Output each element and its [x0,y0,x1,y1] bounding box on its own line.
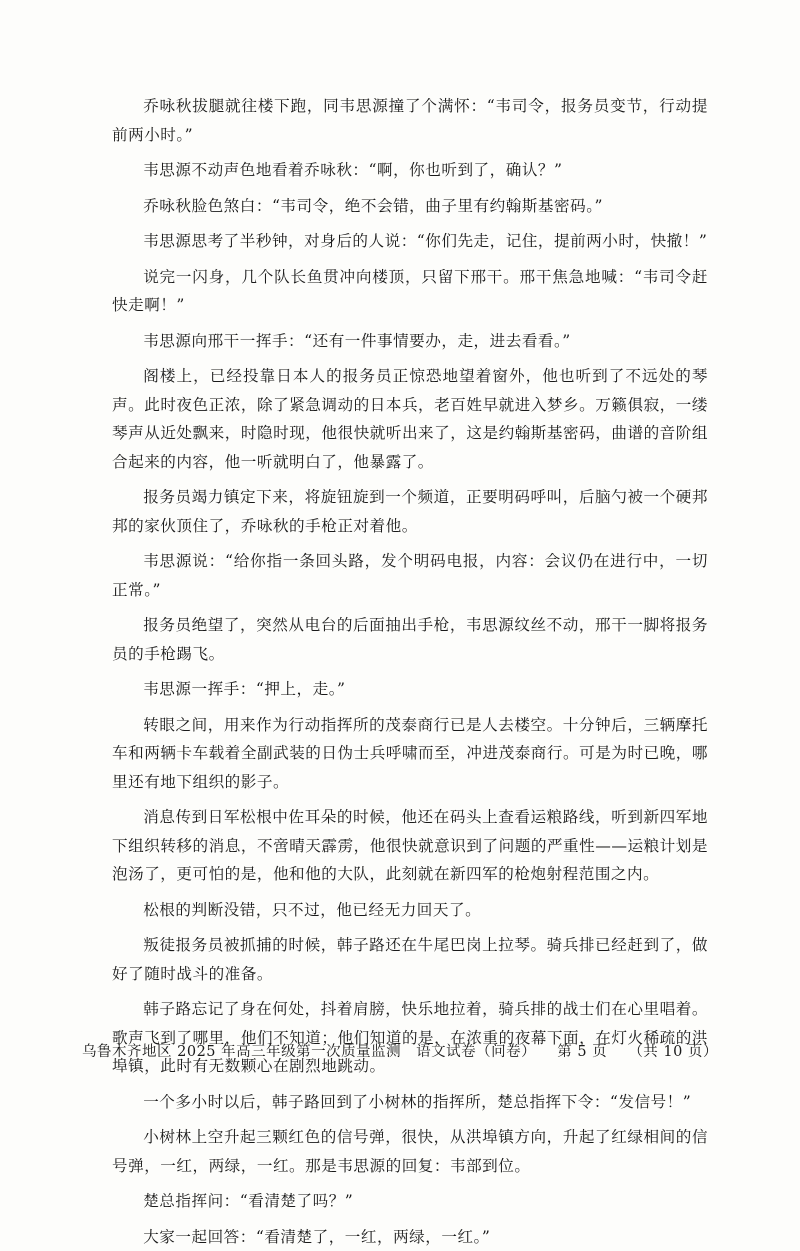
paragraph: 小树林上空升起三颗红色的信号弹，很快，从洪埠镇方向，升起了红绿相间的信号弹，一红，两绿，一红。那是韦思源的回复：韦部到位。 [112,1123,708,1180]
paragraph: 松根的判断没错，只不过，他已经无力回天了。 [112,896,708,925]
total-pages: （共 10 页） [628,1044,718,1060]
paragraph: 韦思源说：“给你指一条回头路，发个明码电报，内容：会议仍在进行中，一切正常。” [112,547,708,604]
paragraph: 韦思源一挥手：“押上，走。” [112,675,708,704]
paragraph: 韦思源不动声色地看着乔咏秋：“啊，你也听到了，确认？” [112,156,708,185]
page-footer [0,1040,800,1061]
paragraph: 韦思源向邢干一挥手：“还有一件事情要办，走，进去看看。” [112,327,708,356]
paragraph: 报务员竭力镇定下来，将旋钮旋到一个频道，正要明码呼叫，后脑勺被一个硬邦邦的家伙顶住了，乔咏秋的手枪正对着他。 [112,483,708,540]
story-text [112,92,708,1251]
paragraph: 大家一起回答：“看清楚了，一红，两绿，一红。” [112,1223,708,1251]
paragraph: 叛徒报务员被抓捕的时候，韩子路还在牛尾巴岗上拉琴。骑兵排已经赶到了，做好了随时战斗的准备。 [112,931,708,988]
paragraph: 阁楼上，已经投靠日本人的报务员正惊恐地望着窗外，他也听到了不远处的琴声。此时夜色正浓，除了紧急调动的日本兵，老百姓早就进入梦乡。万籁俱寂，一缕琴声从近处飘来，时隐时现，他很快就听出来了，这是约翰斯基密码，曲谱的音阶组合起来的内容，他一听就明白了，他暴露了。 [112,362,708,476]
paragraph: 韦思源思考了半秒钟，对身后的人说：“你们先走，记住，提前两小时，快撤！” [112,227,708,256]
exam-title: 乌鲁木齐地区 2025 年高三年级第一次质量监测 语文试卷（问卷） [82,1044,536,1060]
paragraph: 消息传到日军松根中佐耳朵的时候，他还在码头上查看运粮路线，听到新四军地下组织转移的消息，不啻晴天霹雳，他很快就意识到了问题的严重性——运粮计划是泡汤了，更可怕的是，他和他的大队，此刻就在新四军的枪炮射程范围之内。 [112,803,708,889]
paragraph: 乔咏秋脸色煞白：“韦司令，绝不会错，曲子里有约翰斯基密码。” [112,192,708,221]
paragraph: 转眼之间，用来作为行动指挥所的茂泰商行已是人去楼空。十分钟后，三辆摩托车和两辆卡车载着全副武装的日伪士兵呼啸而至，冲进茂泰商行。可是为时已晚，哪里还有地下组织的影子。 [112,711,708,797]
paragraph: 乔咏秋拔腿就往楼下跑，同韦思源撞了个满怀：“韦司令，报务员变节，行动提前两小时。” [112,92,708,149]
paragraph: 韩子路忘记了身在何处，抖着肩膀，快乐地拉着，骑兵排的战士们在心里唱着。歌声飞到了哪里，他们不知道；他们知道的是，在浓重的夜幕下面，在灯火稀疏的洪埠镇，此时有无数颗心在剧烈地跳动。 [112,995,708,1081]
paragraph: 报务员绝望了，突然从电台的后面抽出手枪，韦思源纹丝不动，邢干一脚将报务员的手枪踢飞。 [112,611,708,668]
paragraph: 一个多小时以后，韩子路回到了小树林的指挥所，楚总指挥下令：“发信号！” [112,1088,708,1117]
paragraph: 楚总指挥问：“看清楚了吗？” [112,1187,708,1216]
paragraph: 说完一闪身，几个队长鱼贯冲向楼顶，只留下邢干。邢干焦急地喊：“韦司令赶快走啊！” [112,263,708,320]
page-number: 第 5 页 [557,1044,607,1060]
